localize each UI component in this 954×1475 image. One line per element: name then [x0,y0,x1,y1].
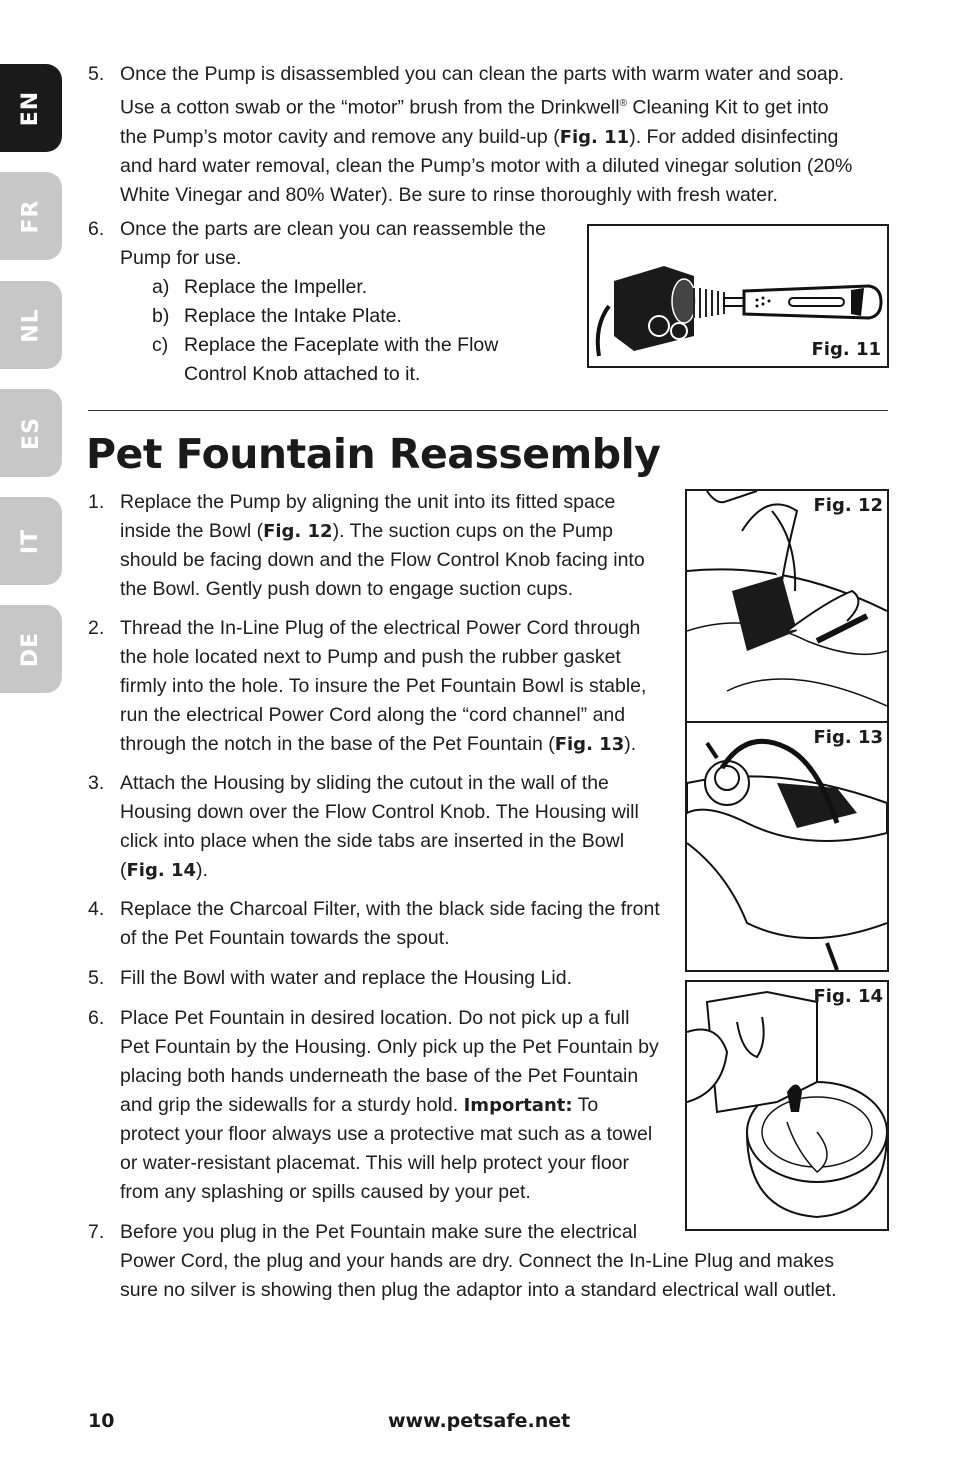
step-line: White Vinegar and 80% Water). Be sure to rinse thoroughly with fresh water. [120,183,778,206]
lang-tab-en [0,64,62,152]
footer-url[interactable]: www.petsafe.net [388,1410,571,1432]
figure-label: Fig. 13 [813,727,883,748]
step-text: Replace the Charcoal Filter, with the black side facing the front of the Pet Fountain towards the spout. [120,898,660,949]
fig-ref: Fig. 14 [126,860,197,881]
step-text: Thread the In-Line Plug of the electrical Power Cord through the hole located next to Pump and push the rubber gasket firmly into the hole. To insure the Pet Fountain Bowl is stable, run the electrical Power Cord along the “cord channel” and through the notch in the base of the Pet Fountain (Fig. 13). [120,617,647,755]
step-line: Once the parts are clean you can reassemble the [120,218,546,240]
reassembly-step-3 [88,769,678,885]
step-text: Before you plug in the Pet Fountain make sure the electrical Power Cord, the plug and your hands are dry. Connect the In-Line Plug and makes sure no silver is showing then plug the adaptor into a standard electrical wall outlet. [120,1221,837,1301]
fig-ref: Fig. 11 [559,126,630,148]
step-text: Fill the Bowl with water and replace the Housing Lid. [120,967,572,989]
lang-tab-label: EN [18,90,44,126]
substep-letter: b) [152,305,170,327]
figure-13 [685,721,889,972]
step-line: Pump for use. [120,247,242,269]
fig-ref: Fig. 12 [263,521,333,542]
housing-attach-illustration [687,982,887,1229]
figure-label: Fig. 11 [811,339,881,360]
registered-mark: ® [619,98,627,109]
step-number: 6. [88,218,105,240]
section-divider [88,410,888,411]
lang-tab-it [0,497,62,585]
figure-12 [685,489,889,723]
figure-label: Fig. 14 [813,986,883,1007]
lang-tab-label: NL [18,307,44,343]
step-number: 5. [88,967,105,989]
step-text: Place Pet Fountain in desired location. Do not pick up a full Pet Fountain by the Housing. Only pick up the Pet Fountain by placing both hands underneath the base of the Pet Fountain and grip the sidewalls for a sturdy hold. Important: To protect your floor always use a protective mat such as a towel or water-resistant placemat. This will help protect your floor from any splashing or spills caused by your pet. [120,1007,659,1203]
reassembly-step-5 [88,964,678,993]
step-number: 7. [88,1221,105,1243]
step-text: Replace the Pump by aligning the unit into its fitted space inside the Bowl (Fig. 12). The suction cups on the Pump should be facing down and the Flow Control Knob facing into the Bowl. Gently push down to engage suction cups. [120,491,645,600]
figure-11 [587,224,889,368]
step-number: 4. [88,898,105,920]
lang-tab-nl [0,281,62,369]
step-number: 3. [88,772,105,794]
step-number: 6. [88,1007,105,1029]
power-cord-illustration [687,723,887,970]
fig-ref: Fig. 13 [554,734,625,755]
step-text [120,60,852,210]
lang-tab-fr [0,172,62,260]
substep-text: Replace the Faceplate with the Flow Control Knob attached to it. [184,334,499,385]
page-number: 10 [88,1410,115,1432]
figure-label: Fig. 12 [813,495,883,516]
pump-in-bowl-illustration [687,491,887,721]
step-number: 1. [88,491,105,513]
section-title: Pet Fountain Reassembly [86,430,661,478]
reassembly-step-2 [88,614,678,760]
reassembly-step-4 [88,895,678,953]
reassembly-step-6 [88,1004,678,1208]
lang-tab-label: FR [18,199,44,233]
lang-tab-es [0,389,62,477]
step-text: Attach the Housing by sliding the cutout in the wall of the Housing down over the Flow Control Knob. The Housing will click into place when the side tabs are inserted in the Bowl (Fig. 14). [120,772,639,881]
step-line: Use a cotton swab or the “motor” brush from the Drinkwell® Cleaning Kit to get into [120,96,829,119]
reassembly-step-1 [88,488,678,604]
lang-tab-de [0,605,62,693]
lang-tab-label: ES [18,416,44,450]
substep-text: Replace the Impeller. [184,276,368,298]
important-label: Important: [463,1095,573,1116]
step-text [120,215,546,273]
substep-letter: c) [152,334,169,356]
step-line: Once the Pump is disassembled you can clean the parts with warm water and soap. [120,63,845,85]
figure-14 [685,980,889,1231]
step-number: 5. [88,63,105,85]
lang-tab-label: IT [18,528,44,554]
cleaning-step-5 [88,60,888,210]
substep-text: Replace the Intake Plate. [184,305,402,327]
substep-letter: a) [152,276,170,298]
step-line: and hard water removal, clean the Pump’s motor with a diluted vinegar solution (20% [120,154,853,177]
step-number: 2. [88,617,105,639]
lang-tab-label: DE [18,631,44,667]
step-line: the Pump’s motor cavity and remove any build-up (Fig. 11). For added disinfecting [120,125,839,148]
